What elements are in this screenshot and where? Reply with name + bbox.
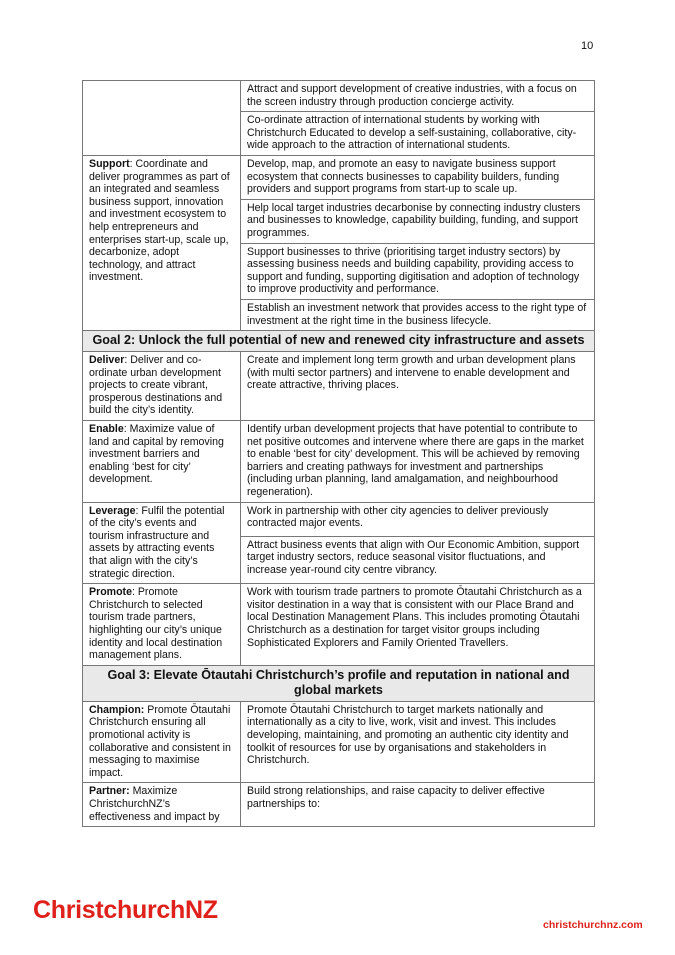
- action-cell: Establish an investment network that provides access to the right type of investment at the right time in the business lifecycle.: [241, 299, 595, 330]
- action-cell: Attract and support development of creative industries, with a focus on the screen industry through production concierge activity.: [241, 81, 595, 112]
- objective-text: : Fulfil the potential of the city’s events and tourism infrastructure and assets by attracting events that align with the city’s strategic direction.: [89, 504, 225, 580]
- action-cell: Identify urban development projects that have potential to contribute to net positive outcomes and intervene where there are gaps in the market to enable ‘best for city’ development. This will be achieved by removing barriers and creating pathways for investment and partnerships (including urban planning, land amalgamation, and neighbourhood regeneration).: [241, 421, 595, 503]
- action-cell: Help local target industries decarbonise by connecting industry clusters and businesses to knowledge, capability building, funding, and support programmes.: [241, 199, 595, 243]
- table-row: [83, 584, 595, 666]
- objective-cell-promote: [83, 584, 241, 666]
- objective-label: Enable: [89, 423, 124, 436]
- action-cell: Co-ordinate attraction of international students by working with Christchurch Educated to develop a self-sustaining, collaborative, city-wide approach to the attraction of international students.: [241, 112, 595, 156]
- action-cell: Work with tourism trade partners to promote Ōtautahi Christchurch as a visitor destination in a way that is consistent with our Place Brand and local Destination Management Plans. This includes promoting Ōtautahi Christchurch as a destination for target visitor groups including Sophisticated Explorers and Family Oriented Travellers.: [241, 584, 595, 666]
- objective-cell-enable: [83, 421, 241, 503]
- table-row: [83, 502, 595, 536]
- empty-cell: [83, 81, 241, 156]
- table-row: [83, 783, 595, 827]
- objective-label: Deliver: [89, 354, 125, 367]
- objective-text: Promote Ōtautahi Christchurch ensuring all promotional activity is collaborative and consistent in messaging to maximise impact.: [89, 703, 231, 779]
- objective-cell-leverage: [83, 502, 241, 584]
- goal-2-heading: Goal 2: Unlock the full potential of new and renewed city infrastructure and assets: [83, 331, 595, 352]
- goal-row: [83, 331, 595, 352]
- objective-text: : Promote Christchurch to selected tourism trade partners, highlighting our city’s unique identity and local destination management plans.: [89, 586, 223, 662]
- objective-cell-champion: [83, 701, 241, 783]
- action-cell: Support businesses to thrive (prioritising target industry sectors) by assessing business needs and building capability, providing access to support and funding, supporting digitisation and adoption of technology to improve productivity and performance.: [241, 243, 595, 299]
- objective-text: : Maximize value of land and capital by removing investment barriers and enabling ‘best for city’ development.: [89, 423, 224, 486]
- objective-cell-deliver: [83, 352, 241, 421]
- table-row: [83, 421, 595, 503]
- objective-cell-support: [83, 155, 241, 330]
- website-link[interactable]: christchurchnz.com: [543, 919, 643, 931]
- goal-3-heading: Goal 3: Elevate Ōtautahi Christchurch’s profile and reputation in national and global markets: [83, 665, 595, 701]
- objective-text: : Deliver and co-ordinate urban development projects to create vibrant, prosperous destinations and build the city’s identity.: [89, 354, 223, 417]
- objective-text: : Coordinate and deliver programmes as part of an integrated and seamless business support, innovation and investment ecosystem to help entrepreneurs and enterprises start-up, scale up, decarbonize, adopt technology, and attract investment.: [89, 157, 230, 284]
- objective-label: Promote: [89, 586, 132, 599]
- table-row: [83, 352, 595, 421]
- goal-row: [83, 665, 595, 701]
- objective-text: Maximize ChristchurchNZ’s effectiveness and impact by: [89, 785, 220, 823]
- action-cell: Promote Ōtautahi Christchurch to target markets nationally and internationally as a city to live, work, visit and invest. This includes developing, maintaining, and promoting an authentic city identity and toolkit of resources for use by organisations and stakeholders in Christchurch.: [241, 701, 595, 783]
- page-number: 10: [581, 40, 594, 52]
- strategy-table: [82, 80, 595, 827]
- table-row: [83, 81, 595, 112]
- objective-label: Partner:: [89, 785, 130, 798]
- objective-label: Champion:: [89, 703, 145, 716]
- action-cell: Attract business events that align with Our Economic Ambition, support target industry sectors, reduce seasonal visitor fluctuations, and increase year-round city centre vibrancy.: [241, 536, 595, 584]
- objective-label: Support: [89, 157, 130, 170]
- action-cell: Work in partnership with other city agencies to deliver previously contracted major events.: [241, 502, 595, 536]
- objective-cell-partner: [83, 783, 241, 827]
- objective-label: Leverage: [89, 504, 136, 517]
- action-cell: Build strong relationships, and raise capacity to deliver effective partnerships to:: [241, 783, 595, 827]
- action-cell: Develop, map, and promote an easy to navigate business support ecosystem that connects businesses to capability builders, funding providers and support programs from start-up to scale up.: [241, 155, 595, 199]
- action-cell: Create and implement long term growth and urban development plans (with multi sector partners) and intervene to enable development and create attractive, thriving places.: [241, 352, 595, 421]
- table-row: [83, 701, 595, 783]
- table-row: [83, 155, 595, 199]
- christchurchnz-logo: ChristchurchNZ: [33, 896, 218, 924]
